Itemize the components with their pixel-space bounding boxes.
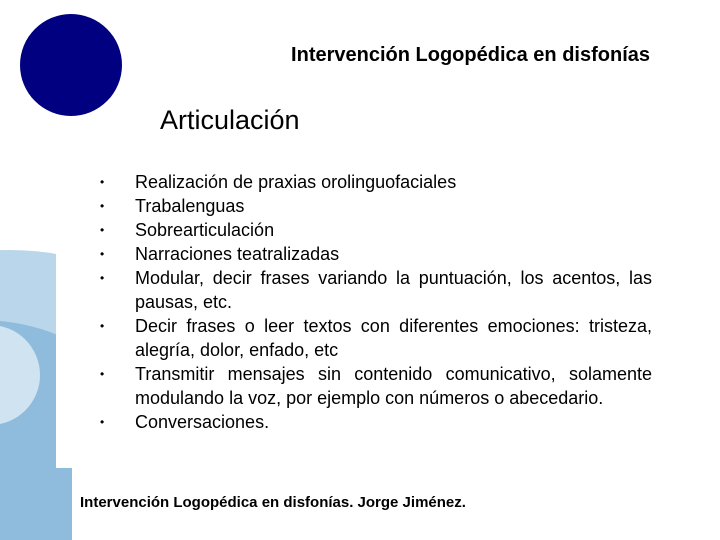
bullet-text: Trabalenguas <box>135 196 245 216</box>
bullet-text: Conversaciones. <box>135 412 270 432</box>
bullet-item <box>96 242 652 266</box>
header-title: Intervención Logopédica en disfonías <box>291 44 650 66</box>
bullet-icon: • <box>100 415 105 429</box>
logo-circle-icon <box>20 14 122 116</box>
bullet-item <box>96 314 652 362</box>
footer-text: Intervención Logopédica en disfonías. Jorge Jiménez. <box>80 494 466 511</box>
bullet-text: Transmitir mensajes sin contenido comunicativo, solamente modulando la voz, por ejemplo con números o abecedario. <box>135 364 652 408</box>
bullet-icon: • <box>100 367 105 381</box>
bullet-item <box>96 218 652 242</box>
bullet-text: Sobrearticulación <box>135 220 275 240</box>
bullet-icon: • <box>100 319 105 333</box>
bullet-text: Decir frases o leer textos con diferentes emociones: tristeza, alegría, dolor, enfado, etc <box>135 316 652 360</box>
bullet-item <box>96 362 652 410</box>
bullet-text: Narraciones teatralizadas <box>135 244 340 264</box>
bullet-icon: • <box>100 199 105 213</box>
bullet-icon: • <box>100 247 105 261</box>
bullet-icon: • <box>100 223 105 237</box>
bullet-item <box>96 194 652 218</box>
bullet-item <box>96 410 652 434</box>
bullet-item <box>96 266 652 314</box>
bullet-icon: • <box>100 175 105 189</box>
bullet-item <box>96 170 652 194</box>
bullet-icon: • <box>100 271 105 285</box>
bullet-list <box>96 170 652 434</box>
bullet-text: Realización de praxias orolinguofaciales <box>135 172 457 192</box>
bullet-text: Modular, decir frases variando la puntuación, los acentos, las pausas, etc. <box>135 268 652 312</box>
slide-title: Articulación <box>160 105 300 135</box>
